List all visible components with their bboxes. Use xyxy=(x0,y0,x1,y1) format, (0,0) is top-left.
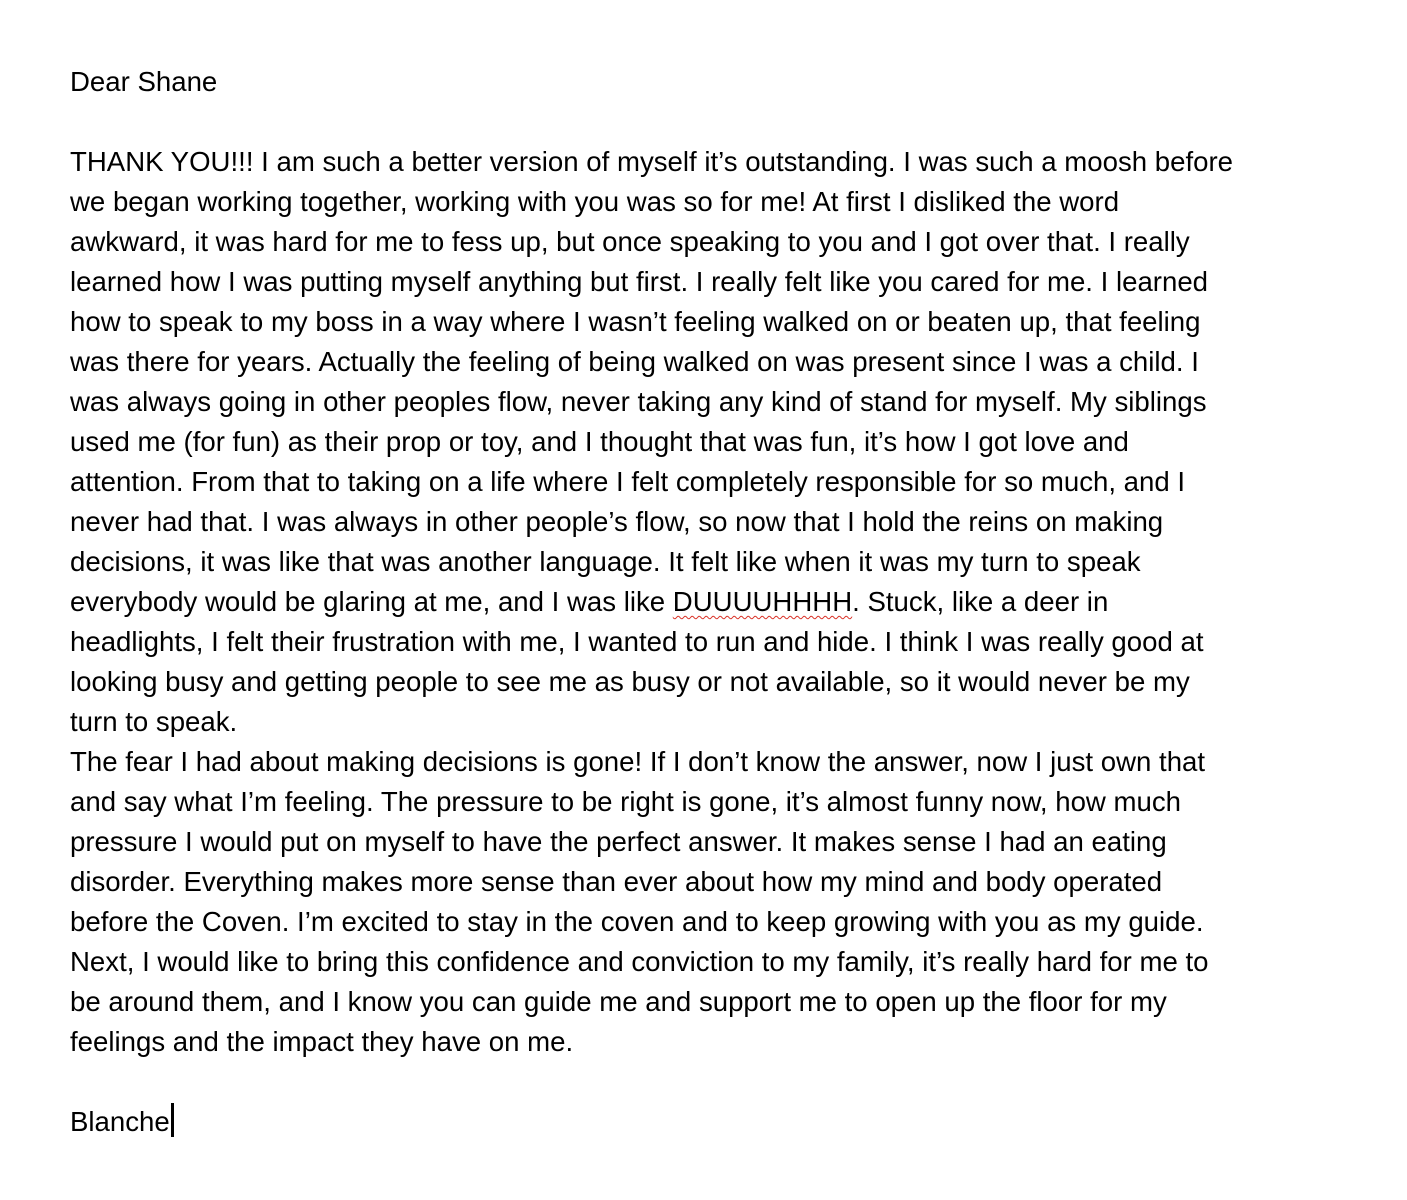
text-line[interactable]: turn to speak. xyxy=(70,706,238,737)
text-line[interactable]: The fear I had about making decisions is gone! If I don’t know the answer, now I just own that xyxy=(70,746,1206,777)
text-line[interactable]: awkward, it was hard for me to fess up, but once speaking to you and I got over that. I really xyxy=(70,226,1190,257)
text-line[interactable]: we began working together, working with you was so for me! At first I disliked the word xyxy=(70,186,1120,217)
text-line[interactable]: feelings and the impact they have on me. xyxy=(70,1026,574,1057)
text-line[interactable]: was there for years. Actually the feeling of being walked on was present since I was a child. I xyxy=(70,346,1199,377)
text-line[interactable]: THANK YOU!!! I am such a better version of myself it’s outstanding. I was such a moosh before xyxy=(70,146,1234,177)
text-segment: . Stuck, like a deer in xyxy=(852,586,1109,617)
text-line[interactable] xyxy=(70,582,1370,622)
text-line[interactable]: used me (for fun) as their prop or toy, and I thought that was fun, it’s how I got love and xyxy=(70,426,1129,457)
document-body[interactable] xyxy=(70,62,1370,1142)
paragraph-1[interactable] xyxy=(70,142,1370,742)
text-line[interactable]: was always going in other peoples flow, never taking any kind of stand for myself. My siblings xyxy=(70,386,1207,417)
text-line[interactable]: before the Coven. I’m excited to stay in the coven and to keep growing with you as my guide. xyxy=(70,906,1204,937)
text-cursor xyxy=(171,1103,174,1137)
text-line[interactable]: decisions, it was like that was another language. It felt like when it was my turn to speak xyxy=(70,546,1141,577)
signature[interactable]: Blanche xyxy=(70,1106,170,1137)
text-line[interactable]: pressure I would put on myself to have the perfect answer. It makes sense I had an eating xyxy=(70,826,1167,857)
text-line[interactable]: and say what I’m feeling. The pressure to be right is gone, it’s almost funny now, how much xyxy=(70,786,1181,817)
text-line[interactable]: disorder. Everything makes more sense than ever about how my mind and body operated xyxy=(70,866,1163,897)
text-line[interactable]: how to speak to my boss in a way where I wasn’t feeling walked on or beaten up, that feeling xyxy=(70,306,1201,337)
text-line[interactable]: headlights, I felt their frustration with me, I wanted to run and hide. I think I was really good at xyxy=(70,626,1204,657)
text-line[interactable]: looking busy and getting people to see me as busy or not available, so it would never be my xyxy=(70,666,1190,697)
signature-line[interactable] xyxy=(70,1102,1370,1142)
text-line[interactable]: Next, I would like to bring this confidence and conviction to my family, it’s really hard for me to xyxy=(70,946,1209,977)
text-line[interactable]: learned how I was putting myself anything but first. I really felt like you cared for me. I learned xyxy=(70,266,1209,297)
blank-line xyxy=(70,1062,1370,1102)
text-line[interactable]: attention. From that to taking on a life where I felt completely responsible for so much, and I xyxy=(70,466,1186,497)
text-segment: everybody would be glaring at me, and I was like xyxy=(70,586,673,617)
blank-line xyxy=(70,102,1370,142)
text-line[interactable]: never had that. I was always in other people’s flow, so now that I hold the reins on making xyxy=(70,506,1164,537)
greeting[interactable]: Dear Shane xyxy=(70,66,218,97)
text-line[interactable]: be around them, and I know you can guide me and support me to open up the floor for my xyxy=(70,986,1167,1017)
misspelled-word[interactable]: DUUUUHHHH xyxy=(672,586,853,617)
paragraph-2[interactable] xyxy=(70,742,1370,1062)
